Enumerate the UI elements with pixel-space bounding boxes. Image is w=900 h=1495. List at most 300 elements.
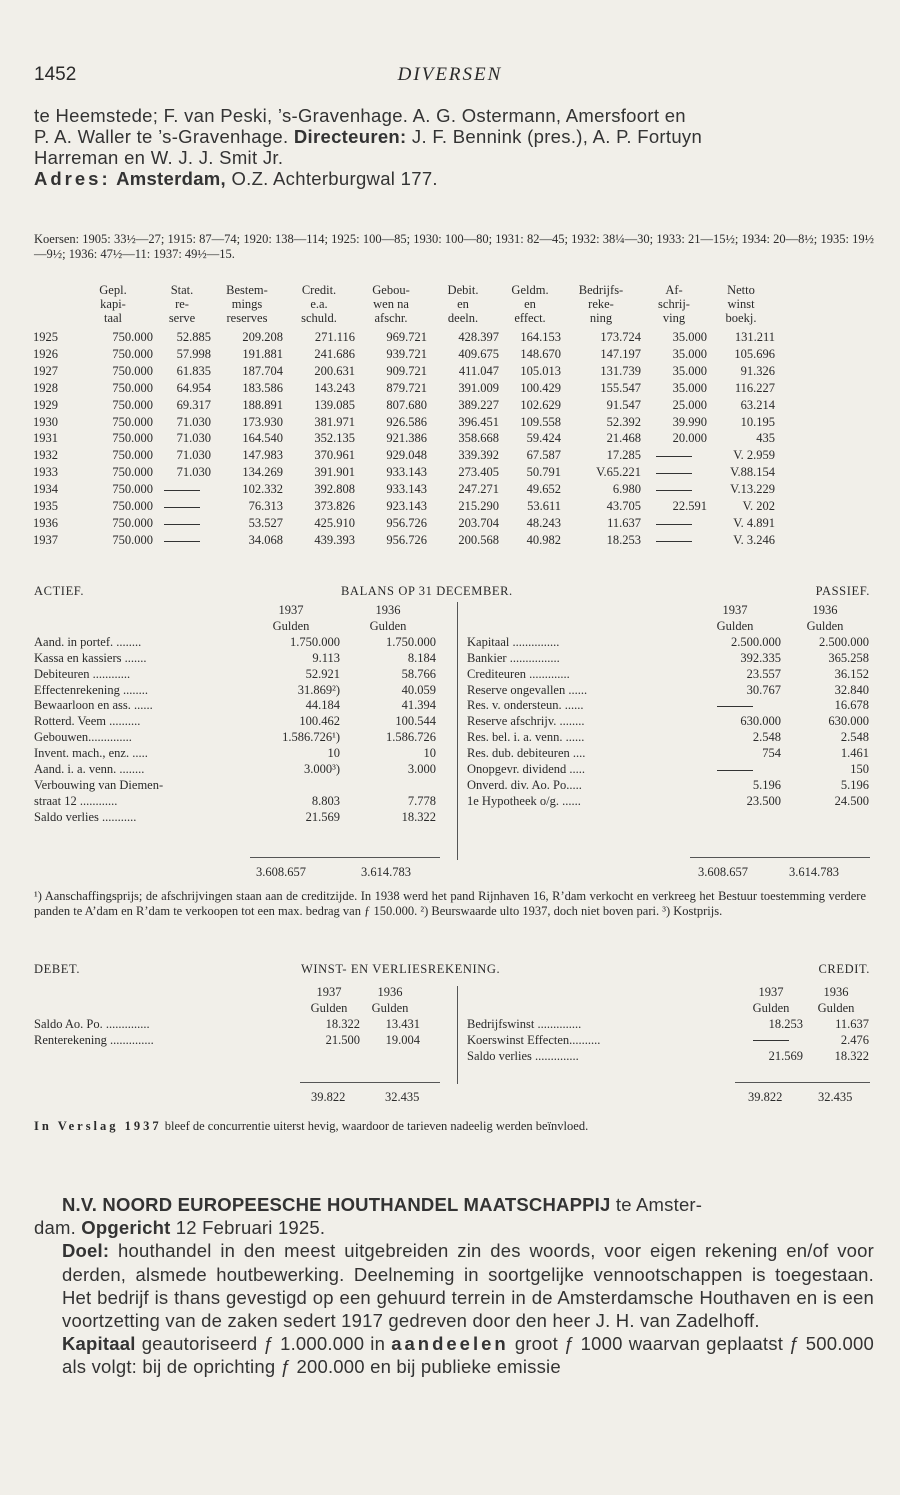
fin-cell: 956.726 bbox=[386, 532, 427, 547]
fin-header-line: Debit. bbox=[447, 283, 479, 297]
actief-title: ACTIEF. bbox=[34, 584, 85, 598]
passief-year-1937: 1937 bbox=[722, 603, 748, 617]
intro-paragraph bbox=[34, 105, 874, 189]
fin-cell bbox=[153, 498, 211, 515]
fin-row bbox=[33, 414, 775, 431]
credit-unit-1936: Gulden bbox=[817, 1000, 855, 1015]
actief-label: straat 12 ............ bbox=[34, 793, 118, 808]
fin-header-line: Af- bbox=[665, 283, 683, 297]
fin-cell: 191.881 bbox=[242, 346, 283, 361]
actief-amount bbox=[340, 778, 436, 794]
fin-header-2 bbox=[153, 283, 211, 325]
fin-cell: 50.791 bbox=[526, 465, 561, 480]
actief-label: Bewaarloon en ass. ...... bbox=[34, 698, 153, 713]
fin-cell: 750.000 bbox=[112, 414, 153, 429]
passief-row bbox=[467, 651, 869, 667]
actief-row bbox=[34, 810, 436, 826]
credit-column bbox=[467, 985, 869, 1065]
actief-row bbox=[34, 778, 436, 794]
credit-amount: 18.253 bbox=[768, 1016, 803, 1031]
fin-header-line: kapi- bbox=[100, 297, 126, 311]
passief-column bbox=[467, 603, 869, 810]
fin-cell: 102.629 bbox=[520, 397, 561, 412]
actief-label: Saldo verlies ........... bbox=[34, 809, 137, 824]
fin-cell: 147.197 bbox=[600, 346, 641, 361]
fin-cell: 339.392 bbox=[458, 448, 499, 463]
actief-row bbox=[34, 762, 436, 778]
fin-cell: 215.290 bbox=[458, 499, 499, 514]
passief-amount: 24.500 bbox=[834, 793, 869, 808]
credit-amount: 2.476 bbox=[840, 1032, 869, 1047]
fin-cell: 173.724 bbox=[600, 330, 641, 344]
company-entry bbox=[34, 1193, 875, 1379]
passief-row bbox=[467, 778, 869, 794]
fin-cell: 17.285 bbox=[606, 448, 641, 463]
passief-amount: 2.500.000 bbox=[819, 634, 869, 649]
passief-row bbox=[467, 746, 869, 762]
fin-cell: 6.980 bbox=[612, 482, 641, 497]
intro-line-1: te Heemstede; F. van Peski, ’s-Gravenhage. A. G. Ostermann, Amersfoort en bbox=[34, 105, 686, 126]
debet-amount: 13.431 bbox=[385, 1016, 420, 1031]
fin-cell: 247.271 bbox=[458, 482, 499, 497]
directeuren-names: J. F. Bennink (pres.), A. P. Fortuyn bbox=[411, 126, 703, 147]
fin-cell: 391.009 bbox=[458, 380, 499, 395]
intro-line-2 bbox=[34, 126, 874, 147]
fin-cell: 53.527 bbox=[248, 515, 283, 530]
actief-amount: 7.778 bbox=[407, 793, 436, 808]
actief-amount: 44.184 bbox=[305, 698, 340, 713]
fin-header-line: e.a. bbox=[310, 297, 328, 311]
balance-total-rule-left bbox=[250, 857, 440, 858]
actief-row bbox=[34, 746, 436, 762]
debet-year-1936: 1936 bbox=[377, 985, 403, 999]
fin-cell: 381.971 bbox=[314, 414, 355, 429]
actief-label: Kassa en kassiers ....... bbox=[34, 650, 147, 665]
fin-cell: 57.998 bbox=[176, 346, 211, 361]
fin-cell: 71.030 bbox=[176, 448, 211, 463]
fin-cell: 109.558 bbox=[520, 414, 561, 429]
actief-amount: 1.586.726¹) bbox=[282, 730, 340, 745]
pl-total-right-1936: 32.435 bbox=[818, 1090, 853, 1104]
pl-total-rule-left bbox=[300, 1082, 440, 1083]
profit-loss-divider bbox=[457, 986, 458, 1084]
fin-header-line: en bbox=[457, 297, 469, 311]
pl-total-right-1937: 39.822 bbox=[748, 1090, 783, 1104]
passief-row bbox=[467, 794, 869, 810]
fin-year: 1931 bbox=[33, 431, 58, 446]
fin-header-4 bbox=[283, 283, 355, 325]
fin-cell: 411.047 bbox=[458, 363, 499, 378]
passief-amount: 2.548 bbox=[840, 730, 869, 745]
fin-cell bbox=[641, 532, 707, 549]
koersen-text: Koersen: 1905: 33½—27; 1915: 87—74; 1920: 138—114; 1925: 100—85; 1930: 100—80; 1931: 82—45; 1932: 38¼—30; 1933: 21—15½; 1934: 20—8½; 1935: 19½—9½; 1936: 47½—11: 1937: 49½—15. bbox=[34, 232, 874, 261]
balance-total-right-1937: 3.608.657 bbox=[698, 865, 748, 879]
fin-cell: 923.143 bbox=[386, 499, 427, 514]
kapitaal-label: Kapitaal bbox=[62, 1333, 136, 1355]
passief-row bbox=[467, 698, 869, 714]
passief-label: Onverd. div. Ao. Po..... bbox=[467, 777, 582, 792]
adres-label: Adres: bbox=[34, 168, 111, 189]
credit-label: Bedrijfswinst .............. bbox=[467, 1016, 582, 1031]
fin-cell: 61.835 bbox=[176, 363, 211, 378]
fin-header-line: afschr. bbox=[374, 311, 408, 325]
actief-amount: 1.750.000 bbox=[290, 634, 340, 649]
fin-cell: 35.000 bbox=[672, 346, 707, 361]
fin-header-10 bbox=[707, 283, 775, 325]
fin-cell: 409.675 bbox=[458, 346, 499, 361]
actief-table bbox=[34, 603, 436, 826]
balance-sheet bbox=[34, 584, 870, 824]
fin-cell: 435 bbox=[756, 431, 775, 446]
fin-header-line: Credit. bbox=[301, 283, 337, 297]
fin-cell bbox=[641, 464, 707, 481]
actief-amount: 8.803 bbox=[311, 793, 340, 808]
fin-cell: 147.983 bbox=[242, 448, 283, 463]
empty-dash bbox=[656, 473, 692, 474]
fin-row bbox=[33, 447, 775, 464]
passief-row bbox=[467, 730, 869, 746]
fin-year: 1925 bbox=[33, 330, 58, 344]
actief-amount: 100.544 bbox=[395, 714, 436, 729]
fin-year: 1936 bbox=[33, 515, 58, 530]
credit-amount: 11.637 bbox=[835, 1016, 869, 1031]
fin-cell: 76.313 bbox=[248, 499, 283, 514]
passief-table bbox=[467, 603, 869, 810]
fin-header-line: mings bbox=[231, 297, 263, 311]
credit-table bbox=[467, 985, 869, 1065]
fin-cell: 750.000 bbox=[112, 380, 153, 395]
fin-header-line: Bedrijfs- bbox=[578, 283, 624, 297]
empty-dash bbox=[656, 541, 692, 542]
fin-header-line: reke- bbox=[588, 297, 614, 311]
balance-footnotes: ¹) Aanschaffingsprijs; de afschrijvingen staan aan de creditzijde. In 1938 werd het pand Rijnhaven 16, R’dam verkocht en verkreeg het Bestuur toestemming verdere panden te A’dam en R’dam te verkoopen tot een max. bedrag van ƒ 150.000. ²) Beurswaarde ulto 1937, doch niet boven pari. ³) Kostprijs. bbox=[34, 889, 866, 918]
empty-dash bbox=[656, 456, 692, 457]
fin-header-1 bbox=[73, 283, 153, 325]
fin-cell: 933.143 bbox=[386, 482, 427, 497]
fin-cell: 52.392 bbox=[606, 414, 641, 429]
fin-cell bbox=[641, 481, 707, 498]
empty-dash bbox=[656, 524, 692, 525]
debet-column bbox=[34, 985, 420, 1049]
empty-dash bbox=[717, 706, 753, 707]
passief-label: 1e Hypotheek o/g. ...... bbox=[467, 793, 581, 808]
fin-cell: 35.000 bbox=[672, 380, 707, 395]
credit-label: Saldo verlies .............. bbox=[467, 1048, 579, 1063]
fin-header-line: Gepl. bbox=[99, 283, 127, 297]
fin-cell: 203.704 bbox=[458, 515, 499, 530]
doel-paragraph bbox=[62, 1239, 874, 1332]
passief-label: Onopgevr. dividend ..... bbox=[467, 762, 586, 777]
fin-header-6 bbox=[427, 283, 499, 325]
company-name-tail: te Amster- bbox=[615, 1194, 703, 1215]
fin-header-line: en bbox=[524, 297, 536, 311]
passief-amount: 150 bbox=[850, 762, 869, 777]
page-number: 1452 bbox=[34, 64, 77, 85]
passief-amount: 23.557 bbox=[746, 666, 781, 681]
fin-cell: 164.540 bbox=[242, 431, 283, 446]
passief-row bbox=[467, 635, 869, 651]
fin-cell: 909.721 bbox=[386, 363, 427, 378]
fin-cell: 389.227 bbox=[458, 397, 499, 412]
verslag-text: bleef de concurrentie uiterst hevig, waardoor de tarieven nadeelig werden beïnvloed. bbox=[164, 1119, 589, 1133]
adres-city: Amsterdam, bbox=[116, 168, 226, 189]
financials-table bbox=[33, 283, 775, 549]
fin-cell: 879.721 bbox=[386, 380, 427, 395]
running-title: DIVERSEN bbox=[397, 64, 503, 85]
company-title-line bbox=[62, 1193, 874, 1216]
fin-cell bbox=[641, 515, 707, 532]
fin-header-line: Netto bbox=[727, 283, 755, 297]
actief-amount: 52.921 bbox=[305, 666, 340, 681]
fin-header-line: serve bbox=[168, 311, 196, 325]
fin-row bbox=[33, 363, 775, 380]
fin-year: 1935 bbox=[33, 499, 58, 514]
passief-label: Res. v. ondersteun. ...... bbox=[467, 698, 584, 713]
fin-cell: 373.826 bbox=[314, 499, 355, 514]
fin-header-line: winst bbox=[727, 297, 755, 311]
fin-cell: 155.547 bbox=[600, 380, 641, 395]
empty-dash bbox=[164, 524, 200, 525]
credit-amount bbox=[739, 1033, 803, 1049]
passief-label: Res. bel. i. a. venn. ...... bbox=[467, 730, 585, 745]
fin-header-line: re- bbox=[175, 297, 189, 311]
fin-cell: 750.000 bbox=[112, 465, 153, 480]
actief-row bbox=[34, 683, 436, 699]
pl-total-left-1936: 32.435 bbox=[385, 1090, 420, 1104]
balance-title: BALANS OP 31 DECEMBER. bbox=[341, 584, 513, 598]
fin-cell: V. 4.891 bbox=[733, 515, 775, 530]
fin-cell: 750.000 bbox=[112, 431, 153, 446]
fin-cell: 209.208 bbox=[242, 330, 283, 344]
fin-cell: 139.085 bbox=[314, 397, 355, 412]
intro-line-2-start: P. A. Waller te ’s-Gravenhage. bbox=[34, 126, 289, 147]
fin-header-line: deeln. bbox=[447, 311, 479, 325]
fin-cell: V. 3.246 bbox=[733, 532, 775, 547]
debet-year-1937: 1937 bbox=[316, 985, 342, 999]
actief-amount: 8.184 bbox=[407, 650, 436, 665]
fin-header-line: ning bbox=[589, 311, 613, 325]
fin-cell: 933.143 bbox=[386, 465, 427, 480]
actief-label: Aand. in portef. ........ bbox=[34, 634, 142, 649]
fin-cell bbox=[641, 447, 707, 464]
fin-row bbox=[33, 515, 775, 532]
fin-cell: 750.000 bbox=[112, 499, 153, 514]
fin-cell: 425.910 bbox=[314, 515, 355, 530]
debet-unit-1937: Gulden bbox=[310, 1000, 348, 1015]
debet-label: Saldo Ao. Po. .............. bbox=[34, 1016, 150, 1031]
fin-row bbox=[33, 346, 775, 363]
debet-label: Renterekening .............. bbox=[34, 1032, 154, 1047]
fin-cell: 439.393 bbox=[314, 532, 355, 547]
fin-cell: 396.451 bbox=[458, 414, 499, 429]
passief-amount bbox=[689, 762, 781, 778]
profit-loss-title: WINST- EN VERLIESREKENING. bbox=[301, 962, 501, 976]
fin-cell: 64.954 bbox=[176, 380, 211, 395]
actief-amount: 10 bbox=[327, 746, 340, 761]
kapitaal-text-1: geautoriseerd ƒ 1.000.000 in bbox=[141, 1333, 386, 1355]
fin-row bbox=[33, 481, 775, 498]
fin-year: 1927 bbox=[33, 363, 58, 378]
actief-row bbox=[34, 635, 436, 651]
actief-label: Aand. i. a. venn. ........ bbox=[34, 762, 145, 777]
debet-table bbox=[34, 985, 420, 1049]
fin-cell: 164.153 bbox=[520, 330, 561, 344]
fin-cell: 116.227 bbox=[734, 380, 775, 395]
fin-row bbox=[33, 380, 775, 397]
fin-header-3 bbox=[211, 283, 283, 325]
fin-row bbox=[33, 329, 775, 346]
actief-year-1936: 1936 bbox=[375, 603, 401, 617]
passief-amount: 2.500.000 bbox=[731, 634, 781, 649]
debet-unit-1936: Gulden bbox=[371, 1000, 409, 1015]
passief-amount: 5.196 bbox=[840, 777, 869, 792]
actief-amount: 1.586.726 bbox=[386, 730, 436, 745]
fin-cell: 105.013 bbox=[520, 363, 561, 378]
fin-cell: 750.000 bbox=[112, 330, 153, 344]
actief-amount: 41.394 bbox=[401, 698, 436, 713]
company-name: N.V. NOORD EUROPEESCHE HOUTHANDEL MAATSCHAPPIJ bbox=[62, 1194, 611, 1215]
passief-amount: 30.767 bbox=[746, 682, 781, 697]
page-header bbox=[34, 64, 866, 88]
credit-amount: 21.569 bbox=[768, 1048, 803, 1063]
passief-unit-1937: Gulden bbox=[716, 618, 754, 633]
credit-row bbox=[467, 1017, 869, 1033]
balance-total-right-1936: 3.614.783 bbox=[789, 865, 839, 879]
verslag-label: In Verslag 1937 bbox=[34, 1119, 162, 1133]
passief-row bbox=[467, 667, 869, 683]
empty-dash bbox=[164, 507, 200, 508]
fin-header-9 bbox=[641, 283, 707, 325]
actief-row bbox=[34, 651, 436, 667]
debet-amount: 18.322 bbox=[325, 1016, 360, 1031]
balance-total-rule-right bbox=[690, 857, 870, 858]
passief-amount: 2.548 bbox=[752, 730, 781, 745]
passief-amount: 365.258 bbox=[828, 650, 869, 665]
balance-total-left-1937: 3.608.657 bbox=[256, 865, 306, 879]
fin-cell: 131.211 bbox=[734, 330, 775, 344]
actief-column bbox=[34, 603, 436, 826]
passief-amount: 1.461 bbox=[840, 746, 869, 761]
aandeelen-word: aandeelen bbox=[391, 1333, 509, 1355]
fin-cell: 750.000 bbox=[112, 482, 153, 497]
fin-cell: V. 202 bbox=[742, 499, 775, 514]
fin-row bbox=[33, 498, 775, 515]
balance-divider bbox=[457, 602, 458, 860]
adres-line bbox=[34, 168, 874, 189]
actief-amount: 3.000 bbox=[407, 762, 436, 777]
fin-cell: 22.591 bbox=[672, 499, 707, 514]
empty-dash bbox=[656, 490, 692, 491]
passief-amount: 630.000 bbox=[740, 714, 781, 729]
fin-cell: 358.668 bbox=[458, 431, 499, 446]
actief-amount: 10 bbox=[423, 746, 436, 761]
fin-cell: 750.000 bbox=[112, 448, 153, 463]
passief-label: Reserve ongevallen ...... bbox=[467, 682, 588, 697]
fin-cell: 352.135 bbox=[314, 431, 355, 446]
fin-cell: 21.468 bbox=[606, 431, 641, 446]
fin-year: 1929 bbox=[33, 397, 58, 412]
actief-row bbox=[34, 667, 436, 683]
fin-cell: 921.386 bbox=[386, 431, 427, 446]
fin-cell: 91.326 bbox=[740, 363, 775, 378]
passief-amount: 36.152 bbox=[834, 666, 869, 681]
doel-text: houthandel in den meest uitgebreiden zin des woords, voor eigen rekening en/of voor derden, alsmede houtbewerking. Deelneming in soortgelijke vennootschappen is toegestaan. Het bedrijf is thans gevestigd op een gehuurd terrein in de Amsterdamsche Houthaven en is een voortzetting van de zaken sedert 1917 gedreven door den heer J. H. van Zadelhoff. bbox=[62, 1240, 874, 1332]
fin-header-line: taal bbox=[103, 311, 123, 325]
fin-cell: 35.000 bbox=[672, 363, 707, 378]
actief-label: Debiteuren ............ bbox=[34, 666, 131, 681]
passief-year-1936: 1936 bbox=[812, 603, 838, 617]
fin-header-line: Stat. bbox=[170, 283, 194, 297]
fin-cell: 67.587 bbox=[526, 448, 561, 463]
fin-year: 1926 bbox=[33, 346, 58, 361]
fin-header-5 bbox=[355, 283, 427, 325]
passief-label: Res. dub. debiteuren .... bbox=[467, 746, 586, 761]
passief-amount: 32.840 bbox=[834, 682, 869, 697]
fin-cell: 43.705 bbox=[606, 499, 641, 514]
fin-row bbox=[33, 464, 775, 481]
fin-year: 1933 bbox=[33, 465, 58, 480]
actief-amount: 21.569 bbox=[305, 809, 340, 824]
fin-cell: 148.670 bbox=[520, 346, 561, 361]
passief-row bbox=[467, 714, 869, 730]
fin-cell: 100.429 bbox=[520, 380, 561, 395]
actief-amount: 31.869²) bbox=[297, 682, 340, 697]
fin-year: 1932 bbox=[33, 448, 58, 463]
passief-label: Crediteuren ............. bbox=[467, 666, 570, 681]
fin-cell: 271.116 bbox=[314, 330, 355, 344]
fin-cell bbox=[153, 481, 211, 498]
fin-cell: 34.068 bbox=[248, 532, 283, 547]
fin-cell: 273.405 bbox=[458, 465, 499, 480]
fin-cell: 134.269 bbox=[242, 465, 283, 480]
credit-label: Koerswinst Effecten.......... bbox=[467, 1032, 601, 1047]
fin-cell: 49.652 bbox=[526, 482, 561, 497]
fin-year: 1934 bbox=[33, 482, 58, 497]
actief-amount: 40.059 bbox=[401, 682, 436, 697]
actief-row bbox=[34, 698, 436, 714]
actief-year-1937: 1937 bbox=[278, 603, 304, 617]
fin-row bbox=[33, 532, 775, 549]
fin-header-7 bbox=[499, 283, 561, 325]
actief-unit-1937: Gulden bbox=[272, 618, 310, 633]
fin-cell: V.88.154 bbox=[730, 465, 775, 480]
actief-amount bbox=[242, 778, 340, 794]
opgericht-label: Opgericht bbox=[81, 1217, 171, 1239]
actief-unit-1936: Gulden bbox=[369, 618, 407, 633]
passief-amount: 23.500 bbox=[746, 793, 781, 808]
fin-row bbox=[33, 397, 775, 414]
actief-amount: 100.462 bbox=[299, 714, 340, 729]
fin-header-line: boekj. bbox=[725, 311, 757, 325]
empty-dash bbox=[753, 1040, 789, 1041]
fin-cell: 926.586 bbox=[386, 414, 427, 429]
actief-label: Rotterd. Veem .......... bbox=[34, 714, 141, 729]
fin-cell: 200.568 bbox=[458, 532, 499, 547]
fin-cell: 52.885 bbox=[176, 330, 211, 344]
actief-label: Effectenrekening ........ bbox=[34, 682, 148, 697]
actief-amount: 9.113 bbox=[312, 650, 340, 665]
actief-row bbox=[34, 794, 436, 810]
fin-cell: 10.195 bbox=[740, 414, 775, 429]
credit-amount: 18.322 bbox=[834, 1048, 869, 1063]
passief-unit-1936: Gulden bbox=[806, 618, 844, 633]
fin-cell: 173.930 bbox=[242, 414, 283, 429]
fin-header-line: schrij- bbox=[658, 297, 690, 311]
fin-header-line: effect. bbox=[514, 311, 546, 325]
fin-cell: 53.611 bbox=[527, 499, 561, 514]
kapitaal-text-2: groot ƒ 1000 waarvan geplaatst ƒ 500.000 als volgt: bij de oprichting ƒ 200.000 en bij publieke emissie bbox=[62, 1333, 875, 1378]
company-city-end: dam. bbox=[34, 1217, 76, 1239]
